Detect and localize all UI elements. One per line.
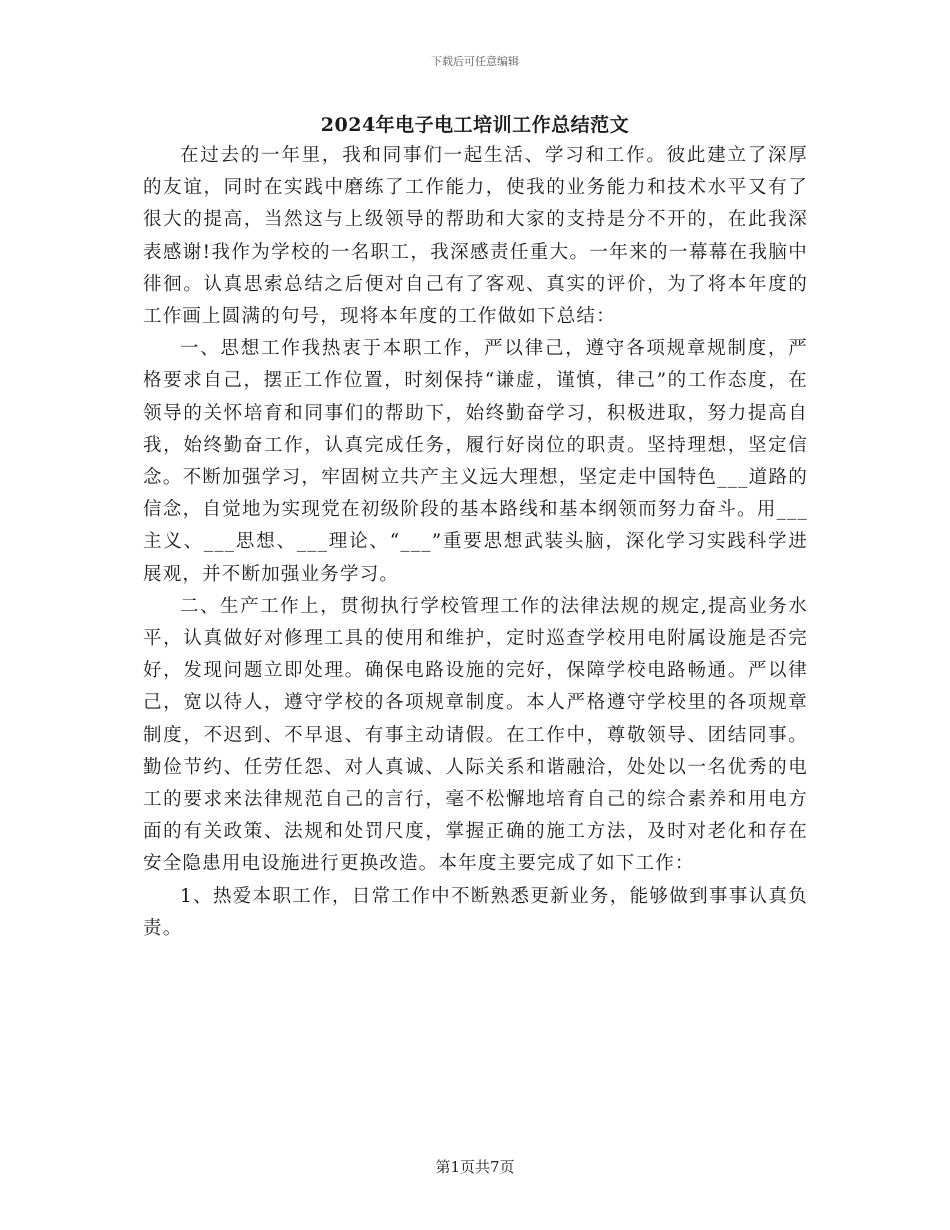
page-header-note: 下载后可任意编辑 — [431, 55, 519, 68]
paragraph-item-1: 1、热爱本职工作，日常工作中不断熟悉更新业务，能够做到事事认真负责。 — [143, 885, 808, 939]
document-body — [143, 140, 808, 945]
paragraph-ideological-work: 一、思想工作我热衷于本职工作，严以律己，遵守各项规章规制度，严格要求自己，摆正工作位置，时刻保持“谦虚，谨慎，律己”的工作态度，在领导的关怀培育和同事们的帮助下，始终勤奋学习，积极进取，努力提高自我，始终勤奋工作，认真完成任务，履行好岗位的职责。坚持理想，坚定信念。不断加强学习，牢固树立共产主义远大理想，坚定走中国特色___道路的信念，自觉地为实现党在初级阶段的基本路线和基本纲领而努力奋斗。用___主义、___思想、___理论、“___”重要思想武装头脑，深化学习实践科学进展观，并不断加强业务学习。 — [143, 338, 808, 585]
page-number: 第1页共7页 — [435, 1158, 515, 1176]
paragraph-production-work: 二、生产工作上，贯彻执行学校管理工作的法律法规的规定,提高业务水平，认真做好对修理工具的使用和维护，定时巡查学校用电附属设施是否完好，发现问题立即处理。确保电路设施的完好，保障学校电路畅通。严以律己，宽以待人，遵守学校的各项规章制度。本人严格遵守学校里的各项规章制度，不迟到、不早退、有事主动请假。在工作中，尊敬领导、团结同事。勤俭节约、任劳任怨、对人真诚、人际关系和谐融洽，处处以一名优秀的电工的要求来法律规范自己的言行，毫不松懈地培育自己的综合素养和用电方面的有关政策、法规和处罚尺度，掌握正确的施工方法，及时对老化和存在安全隐患用电设施进行更换改造。本年度主要完成了如下工作： — [143, 595, 808, 875]
document-title: 2024年电子电工培训工作总结范文 — [320, 114, 630, 136]
paragraph-intro: 在过去的一年里，我和同事们一起生活、学习和工作。彼此建立了深厚的友谊，同时在实践中磨练了工作能力，使我的业务能力和技术水平又有了很大的提高，当然这与上级领导的帮助和大家的支持是分不开的，在此我深表感谢!我作为学校的一名职工，我深感责任重大。一年来的一幕幕在我脑中徘徊。认真思索总结之后便对自己有了客观、真实的评价，为了将本年度的工作画上圆满的句号，现将本年度的工作做如下总结： — [143, 145, 808, 328]
